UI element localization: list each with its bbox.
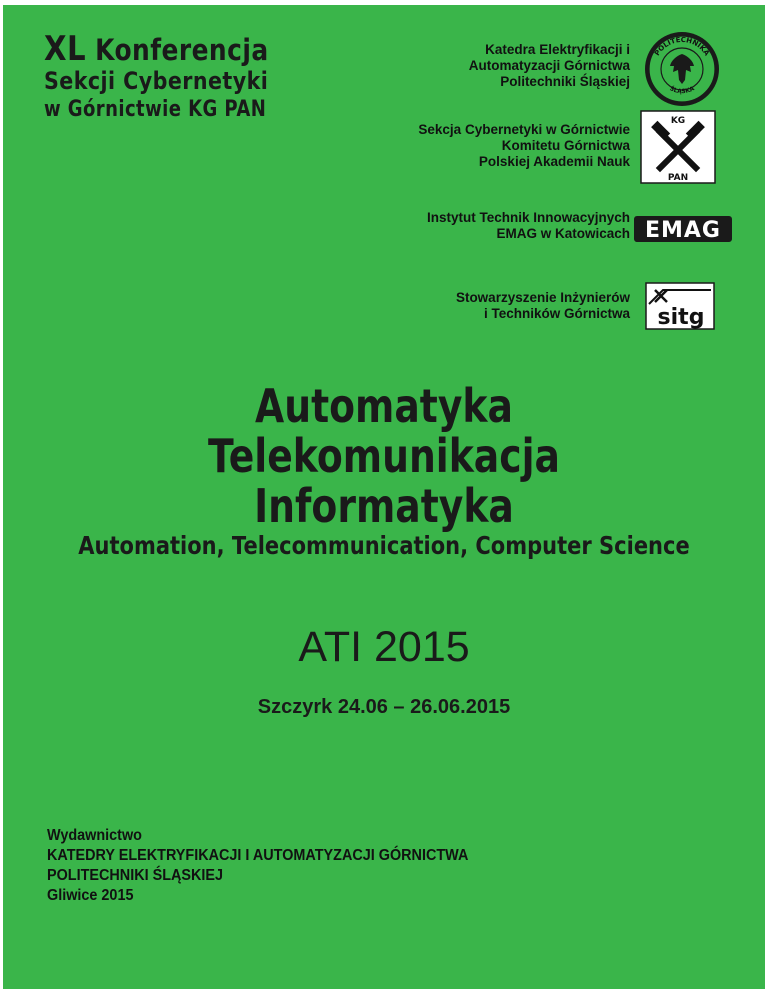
conference-title bbox=[44, 29, 315, 124]
publisher-label: Wydawnictwo bbox=[47, 827, 142, 844]
conference-line3: w Górnictwie KG PAN bbox=[44, 97, 267, 122]
organizer-politechnika: Katedra Elektryfikacji i Automatyzacji Górnictwa Politechniki Śląskiej bbox=[468, 42, 630, 89]
event-place-dates: Szczyrk 24.06 – 26.06.2015 bbox=[257, 696, 511, 718]
organizer-kgpan: Sekcja Cybernetyki w Górnictwie Komitetu Górnictwa Polskiej Akademii Nauk bbox=[418, 122, 630, 169]
event-name: ATI 2015 bbox=[298, 623, 470, 671]
title-line-3: Informatyka bbox=[254, 479, 514, 533]
emag-text: EMAG bbox=[644, 218, 722, 242]
politechnika-ring-bottom: ŚLĄSKA bbox=[668, 85, 696, 96]
emag-logo-icon bbox=[634, 216, 732, 242]
publisher-block bbox=[47, 826, 607, 906]
publisher-line-3: Gliwice 2015 bbox=[47, 887, 134, 904]
politechnika-slaska-logo-icon bbox=[643, 30, 721, 108]
conference-word: Konferencja bbox=[95, 33, 269, 67]
organizer-sitg: Stowarzyszenie Inżynierów i Techników Górnictwa bbox=[455, 290, 630, 321]
kgpan-top-text: KG bbox=[670, 116, 686, 126]
title-english: Automation, Telecommunication, Computer Science bbox=[78, 531, 690, 560]
politechnika-ring-top: POLITECHNIKA bbox=[653, 35, 711, 58]
kg-pan-logo-icon bbox=[640, 110, 716, 184]
publisher-line-2: POLITECHNIKI ŚLĄSKIEJ bbox=[47, 867, 224, 884]
kgpan-bottom-text: PAN bbox=[667, 173, 689, 183]
sitg-text: sitg bbox=[657, 305, 705, 330]
title-line-2: Telekomunikacja bbox=[207, 429, 561, 483]
organizer-emag: Instytut Technik Innowacyjnych EMAG w Katowicach bbox=[426, 210, 630, 241]
publisher-line-1: KATEDRY ELEKTRYFIKACJI I AUTOMATYZACJI GÓRNICTWA bbox=[47, 847, 469, 864]
conference-number: XL bbox=[44, 29, 87, 69]
title-line-1: Automatyka bbox=[255, 379, 513, 433]
conference-line2: Sekcji Cybernetyki bbox=[44, 67, 269, 95]
sitg-logo-icon bbox=[645, 282, 715, 330]
